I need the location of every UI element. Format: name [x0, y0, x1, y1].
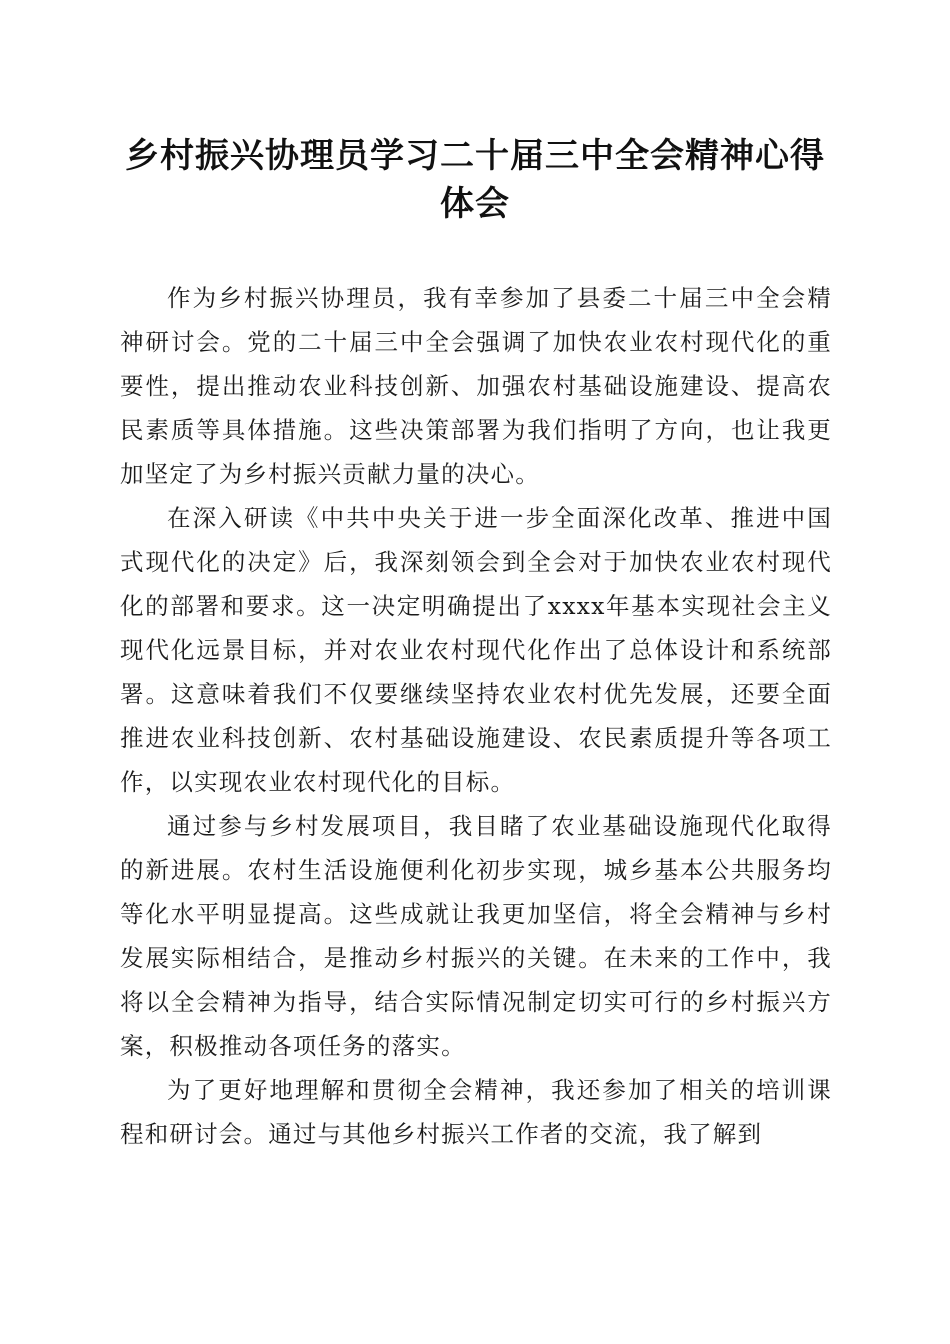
paragraph-4: 为了更好地理解和贯彻全会精神，我还参加了相关的培训课程和研讨会。通过与其他乡村振兴工作者的交流，我了解到 — [120, 1076, 832, 1148]
paragraph-2: 在深入研读《中共中央关于进一步全面深化改革、推进中国式现代化的决定》后，我深刻领会到全会对于加快农业农村现代化的部署和要求。这一决定明确提出了xxxx年基本实现社会主义现代化远景目标，并对农业农村现代化作出了总体设计和系统部署。这意味着我们不仅要继续坚持农业农村优先发展，还要全面推进农业科技创新、农村基础设施建设、农民素质提升等各项工作，以实现农业农村现代化的目标。 — [120, 504, 832, 796]
paragraph-3: 通过参与乡村发展项目，我目睹了农业基础设施现代化取得的新进展。农村生活设施便利化初步实现，城乡基本公共服务均等化水平明显提高。这些成就让我更加坚信，将全会精神与乡村发展实际相结合，是推动乡村振兴的关键。在未来的工作中，我将以全会精神为指导，结合实际情况制定切实可行的乡村振兴方案，积极推动各项任务的落实。 — [120, 812, 832, 1060]
paragraph-1: 作为乡村振兴协理员，我有幸参加了县委二十届三中全会精神研讨会。党的二十届三中全会强调了加快农业农村现代化的重要性，提出推动农业科技创新、加强农村基础设施建设、提高农民素质等具体措施。这些决策部署为我们指明了方向，也让我更加坚定了为乡村振兴贡献力量的决心。 — [120, 284, 832, 488]
document-title: 乡村振兴协理员学习二十届三中全会精神心得体会 — [125, 136, 825, 224]
document-body — [120, 276, 832, 1156]
